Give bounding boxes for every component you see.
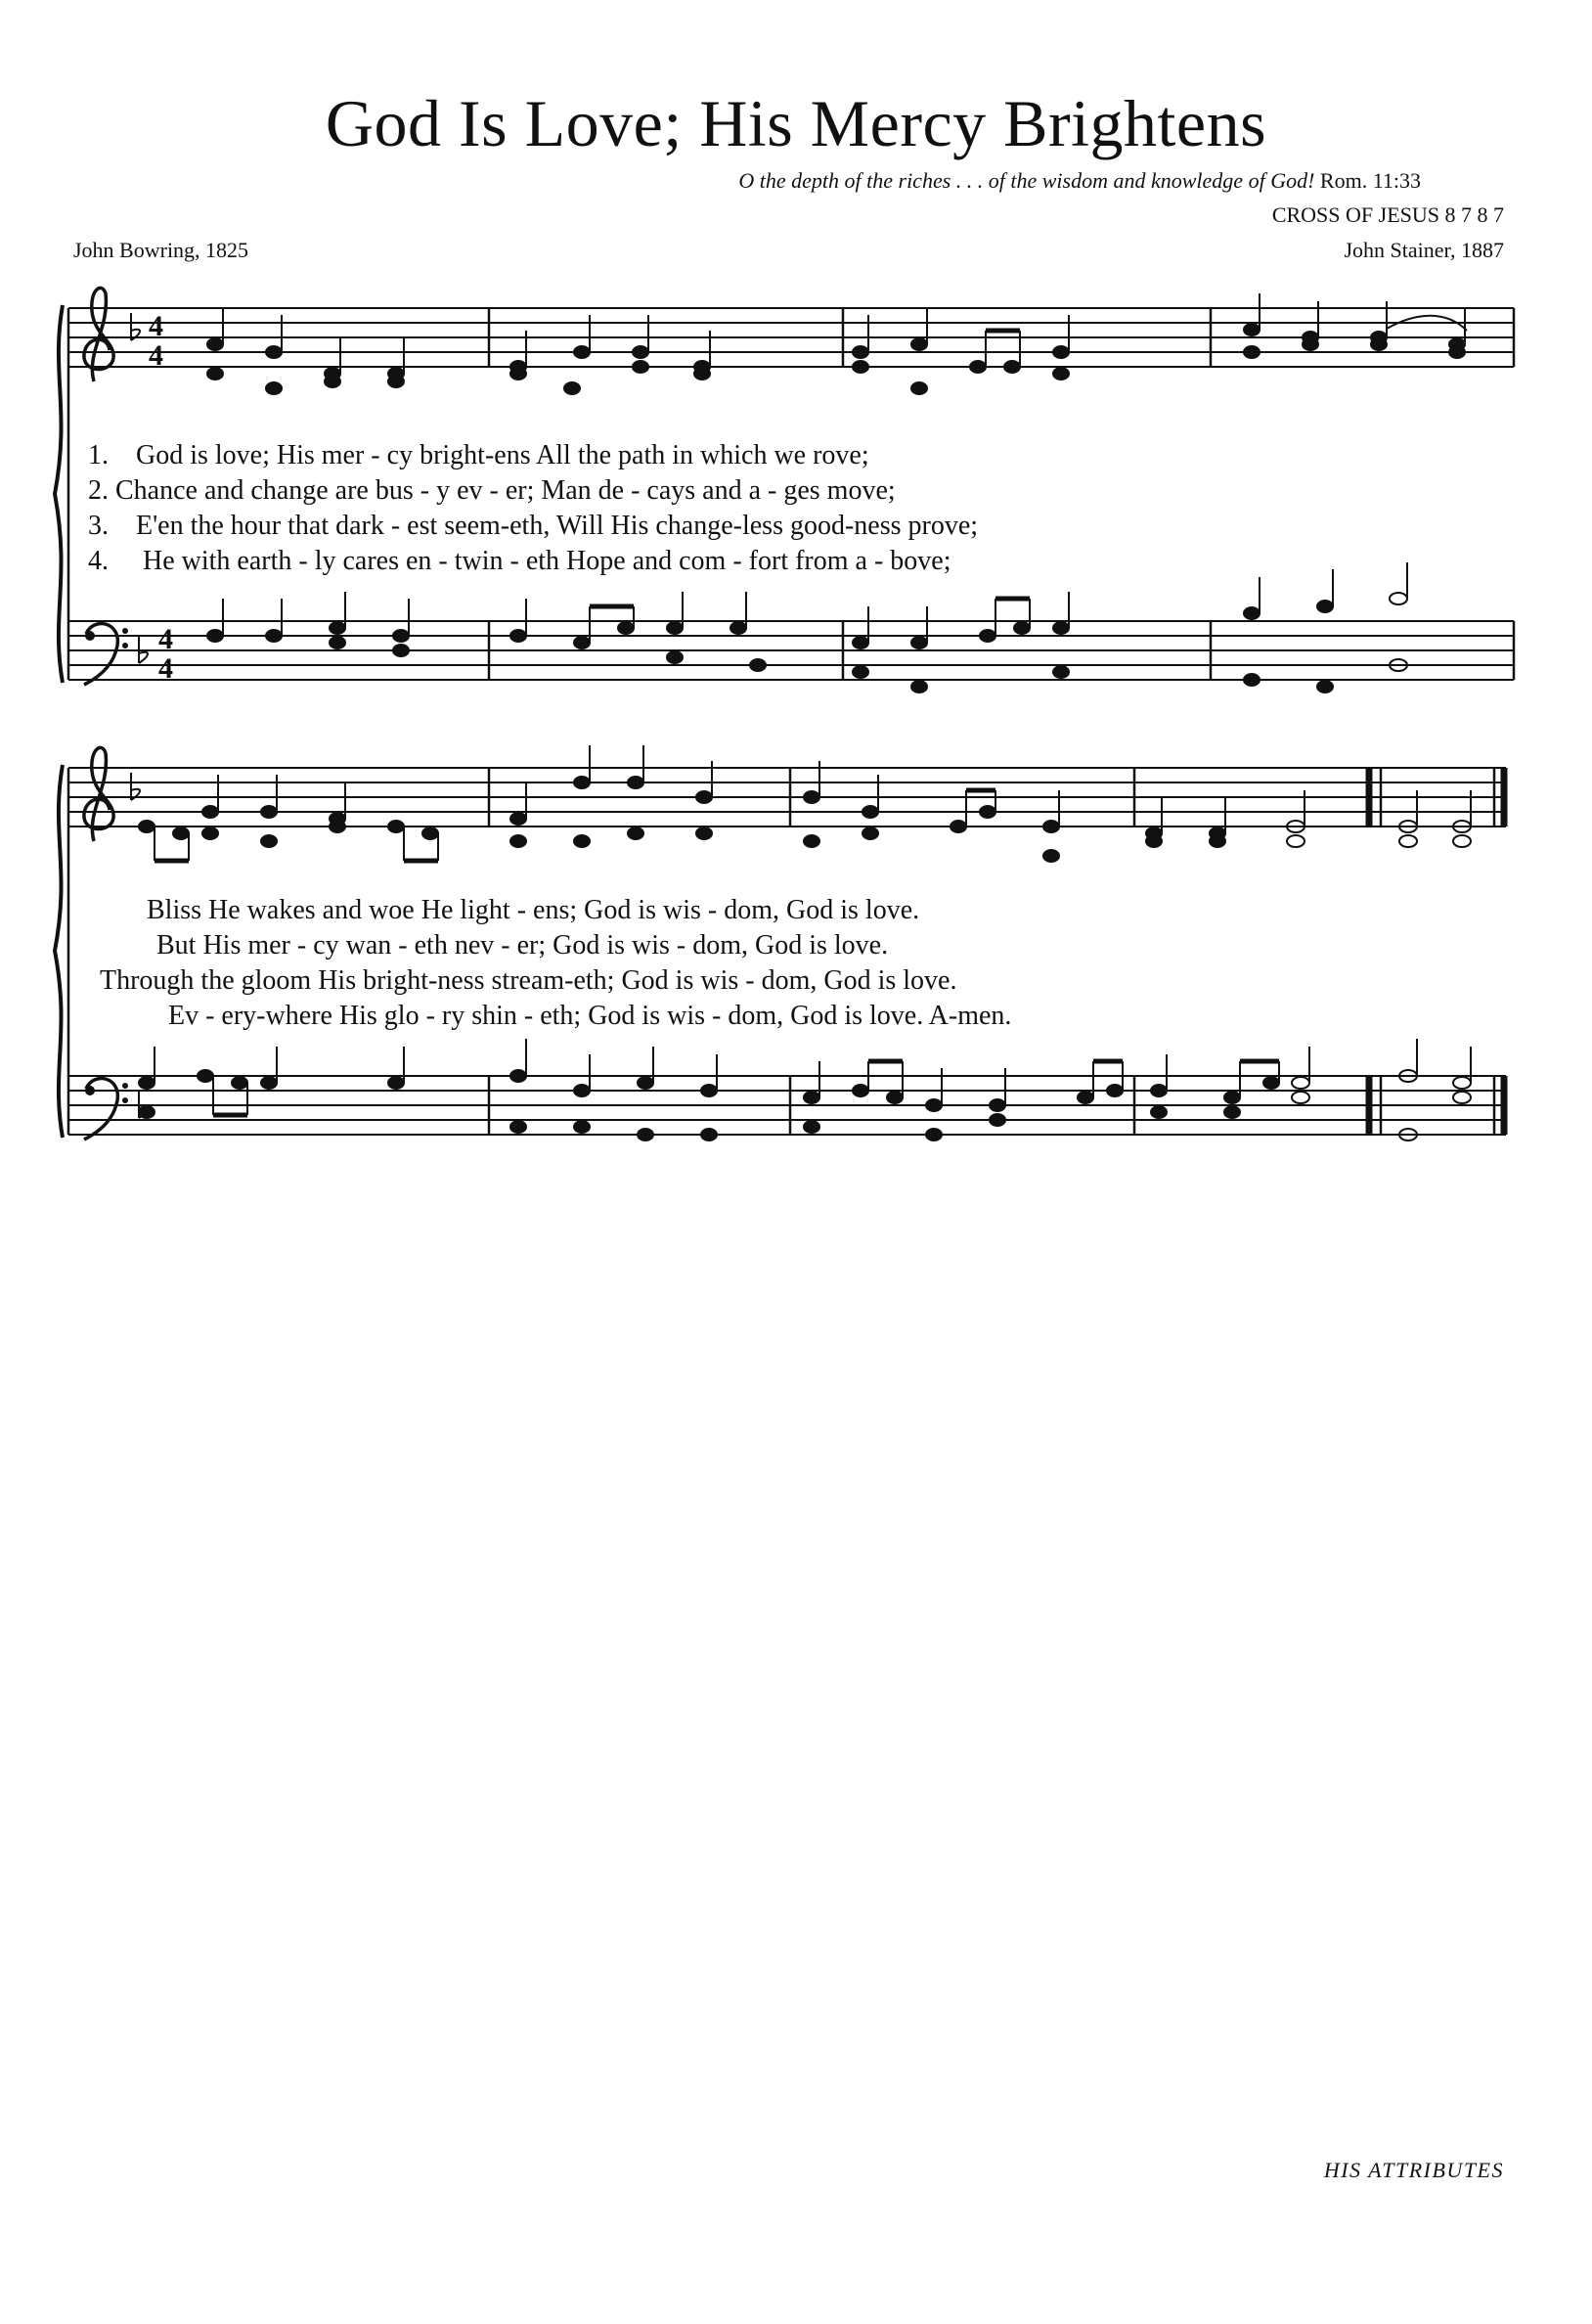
verse-number: 3. xyxy=(88,511,109,541)
text-author: John Bowring, 1825 xyxy=(73,238,249,262)
svg-text:4: 4 xyxy=(158,623,173,655)
bass-clef-icon xyxy=(84,1079,128,1140)
verse-4-line-1 xyxy=(88,548,951,575)
verse-2-line-2: But His mer - cy wan - eth nev - er; God is wis - dom, God is love. xyxy=(156,930,889,961)
bass-staff-1 xyxy=(68,621,1514,680)
lyric-text: Chance and change are bus - y ev - er; Man de - cays and a - ges move; xyxy=(115,475,896,506)
key-signature-flat-icon xyxy=(131,773,140,800)
key-signature-flat-icon xyxy=(131,313,140,340)
lyric-text: God is love; His mer - cy bright-ens All the path in which we rove; xyxy=(136,440,869,470)
svg-text:4: 4 xyxy=(158,652,173,685)
lyric-text: He with earth - ly cares en - twin - eth Hope and com - fort from a - bove; xyxy=(143,546,951,576)
tune-name-meter: CROSS OF JESUS 8 7 8 7 xyxy=(1271,202,1504,227)
verse-3-line-2: Through the gloom His bright-ness stream-eth; God is wis - dom, God is love. xyxy=(100,965,957,996)
svg-text:4: 4 xyxy=(149,339,163,372)
scripture-quote xyxy=(738,168,1421,194)
treble-notes-2 xyxy=(139,745,1471,862)
bass-notes-1 xyxy=(207,562,1407,693)
music-composer: John Stainer, 1887 xyxy=(1344,238,1504,262)
verse-number: 4. xyxy=(88,546,109,576)
svg-text:4: 4 xyxy=(149,310,163,342)
scripture-reference: Rom. 11:33 xyxy=(1319,168,1421,193)
time-signature-treble xyxy=(149,310,163,372)
verse-number: 2. xyxy=(88,475,109,506)
verse-4-line-2: Ev - ery-where His glo - ry shin - eth; God is wis - dom, God is love. A-men. xyxy=(168,1001,1012,1031)
bass-staff-2 xyxy=(68,1076,1506,1135)
bass-clef-icon xyxy=(84,624,128,685)
section-footer: HIS ATTRIBUTES xyxy=(1323,2158,1504,2182)
scripture-text: O the depth of the riches . . . of the wisdom and knowledge of God! xyxy=(738,168,1315,193)
verse-1-line-1 xyxy=(88,442,869,469)
system-brace-icon xyxy=(55,305,63,683)
verse-number: 1. xyxy=(88,440,109,470)
treble-staff-2 xyxy=(68,768,1506,827)
lyric-text: E'en the hour that dark - est seem-eth, Will His change-less good-ness prove; xyxy=(136,511,979,541)
verse-1-line-2: Bliss He wakes and woe He light - ens; God is wis - dom, God is love. xyxy=(147,895,920,925)
hymn-title: God Is Love; His Mercy Brightens xyxy=(325,86,1267,160)
treble-staff-1 xyxy=(68,308,1514,367)
system-brace-icon xyxy=(55,765,63,1138)
verse-2-line-1 xyxy=(88,477,896,505)
time-signature-bass xyxy=(158,623,173,685)
verse-3-line-1 xyxy=(88,513,978,540)
